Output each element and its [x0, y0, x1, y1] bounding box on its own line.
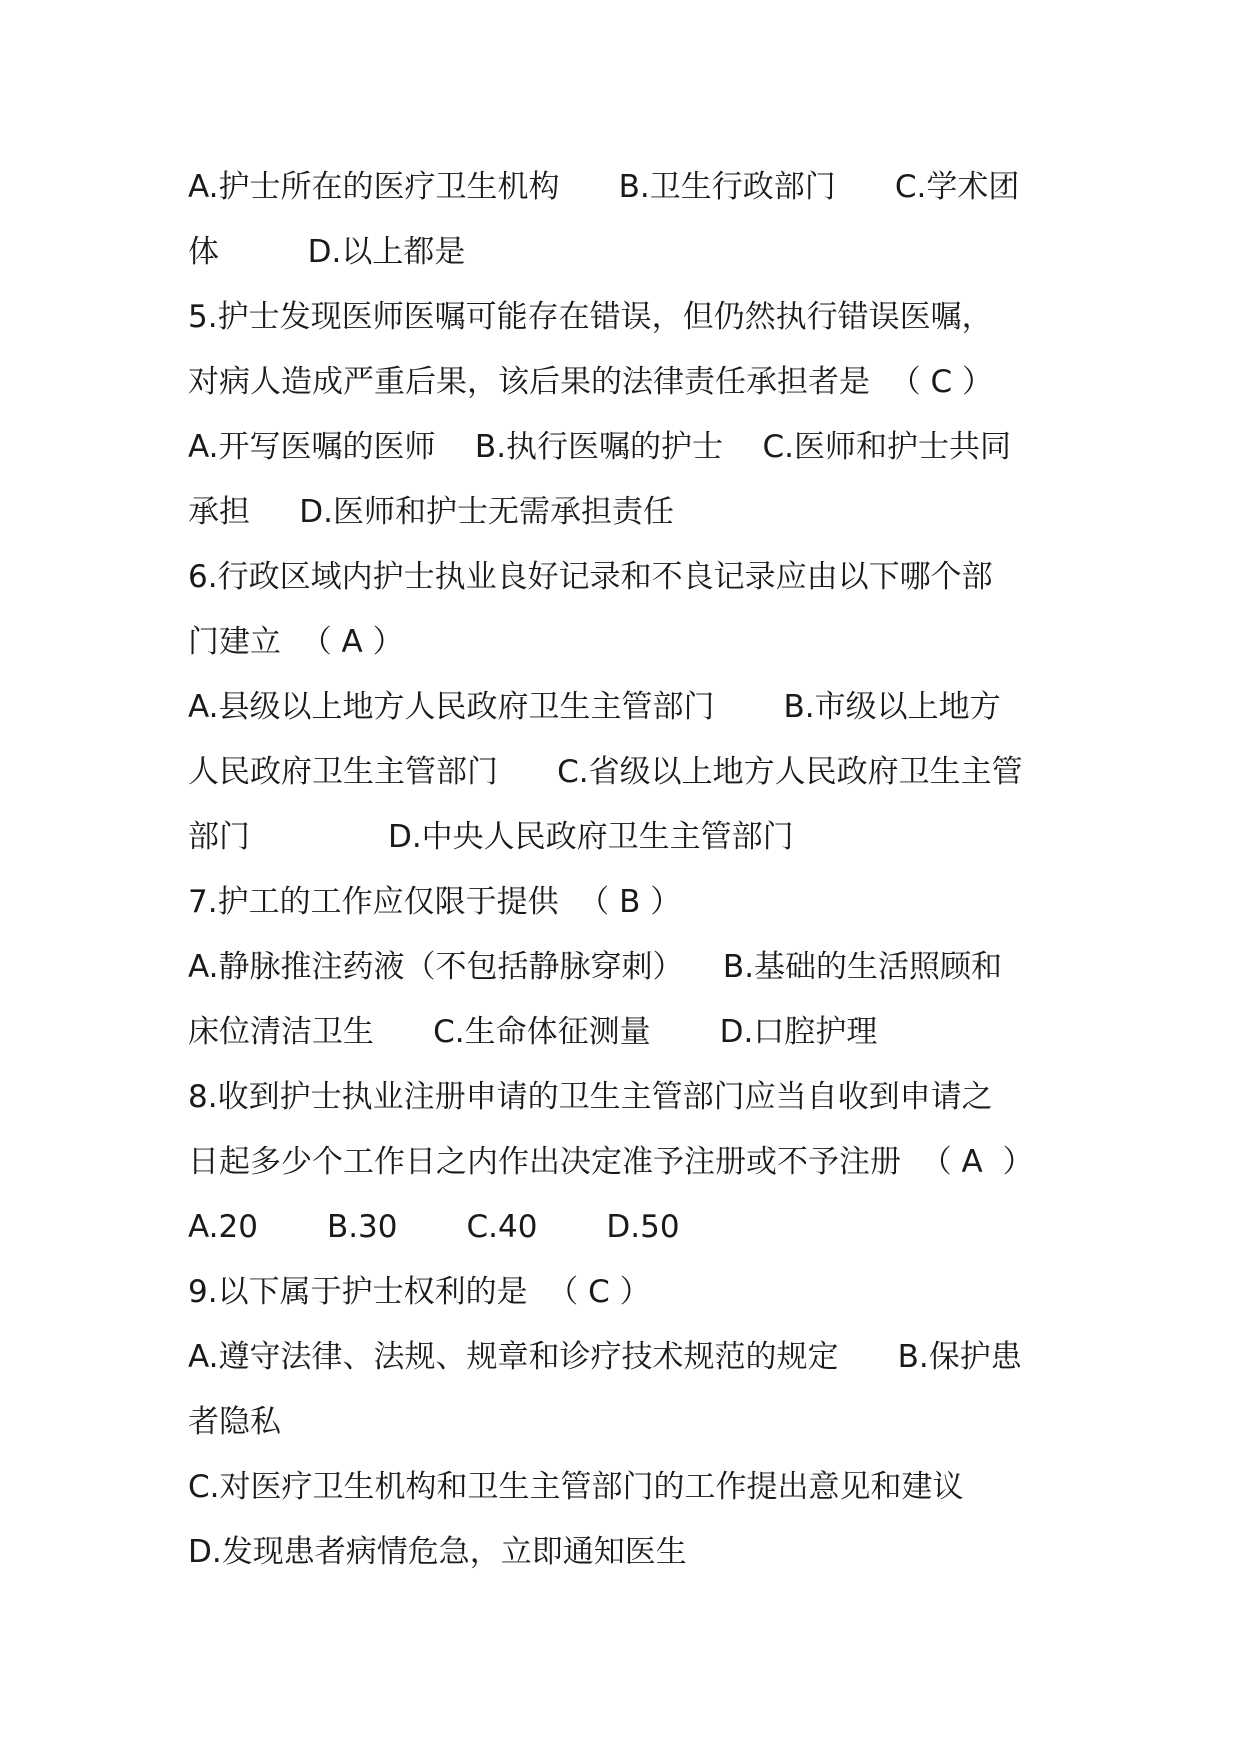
question-5: 5.护士发现医师医嘱可能存在错误，但仍然执行错误医嘱，: [188, 299, 993, 335]
question-6: 6.行政区域内护士执业良好记录和不良记录应由以下哪个部: [188, 559, 993, 595]
text-line: A.护士所在的医疗卫生机构 B.卫生行政部门 C.学术团: [188, 169, 1020, 205]
text-line: 日起多少个工作日之内作出决定准予注册或不予注册 （ A ）: [188, 1144, 1034, 1180]
text-line: 人民政府卫生主管部门 C.省级以上地方人民政府卫生主管: [188, 754, 1023, 790]
options-line: A.县级以上地方人民政府卫生主管部门 B.市级以上地方: [188, 689, 1001, 725]
text-line: 者隐私: [188, 1404, 281, 1440]
options-line: A.遵守法律、法规、规章和诊疗技术规范的规定 B.保护患: [188, 1339, 1022, 1375]
options-line: C.对医疗卫生机构和卫生主管部门的工作提出意见和建议: [188, 1469, 964, 1505]
options-line: D.发现患者病情危急，立即通知医生: [188, 1534, 687, 1570]
text-line: 部门 D.中央人民政府卫生主管部门: [188, 819, 794, 855]
options-line: A.开写医嘱的医师 B.执行医嘱的护士 C.医师和护士共同: [188, 429, 1011, 465]
text-line: 门建立 （ A ）: [188, 624, 404, 660]
text-line: 床位清洁卫生 C.生命体征测量 D.口腔护理: [188, 1014, 878, 1050]
options-line: A.20 B.30 C.40 D.50: [188, 1209, 680, 1245]
question-7: 7.护工的工作应仅限于提供 （ B ）: [188, 884, 682, 920]
options-line: A.静脉推注药液（不包括静脉穿刺） B.基础的生活照顾和: [188, 949, 1003, 985]
document-page: [188, 155, 1068, 1585]
text-line: 对病人造成严重后果，该后果的法律责任承担者是 （ C ）: [188, 364, 994, 400]
question-8: 8.收到护士执业注册申请的卫生主管部门应当自收到申请之: [188, 1079, 993, 1115]
text-line: 承担 D.医师和护士无需承担责任: [188, 494, 674, 530]
question-9: 9.以下属于护士权利的是 （ C ）: [188, 1274, 651, 1310]
text-line: 体 D.以上都是: [188, 234, 466, 270]
